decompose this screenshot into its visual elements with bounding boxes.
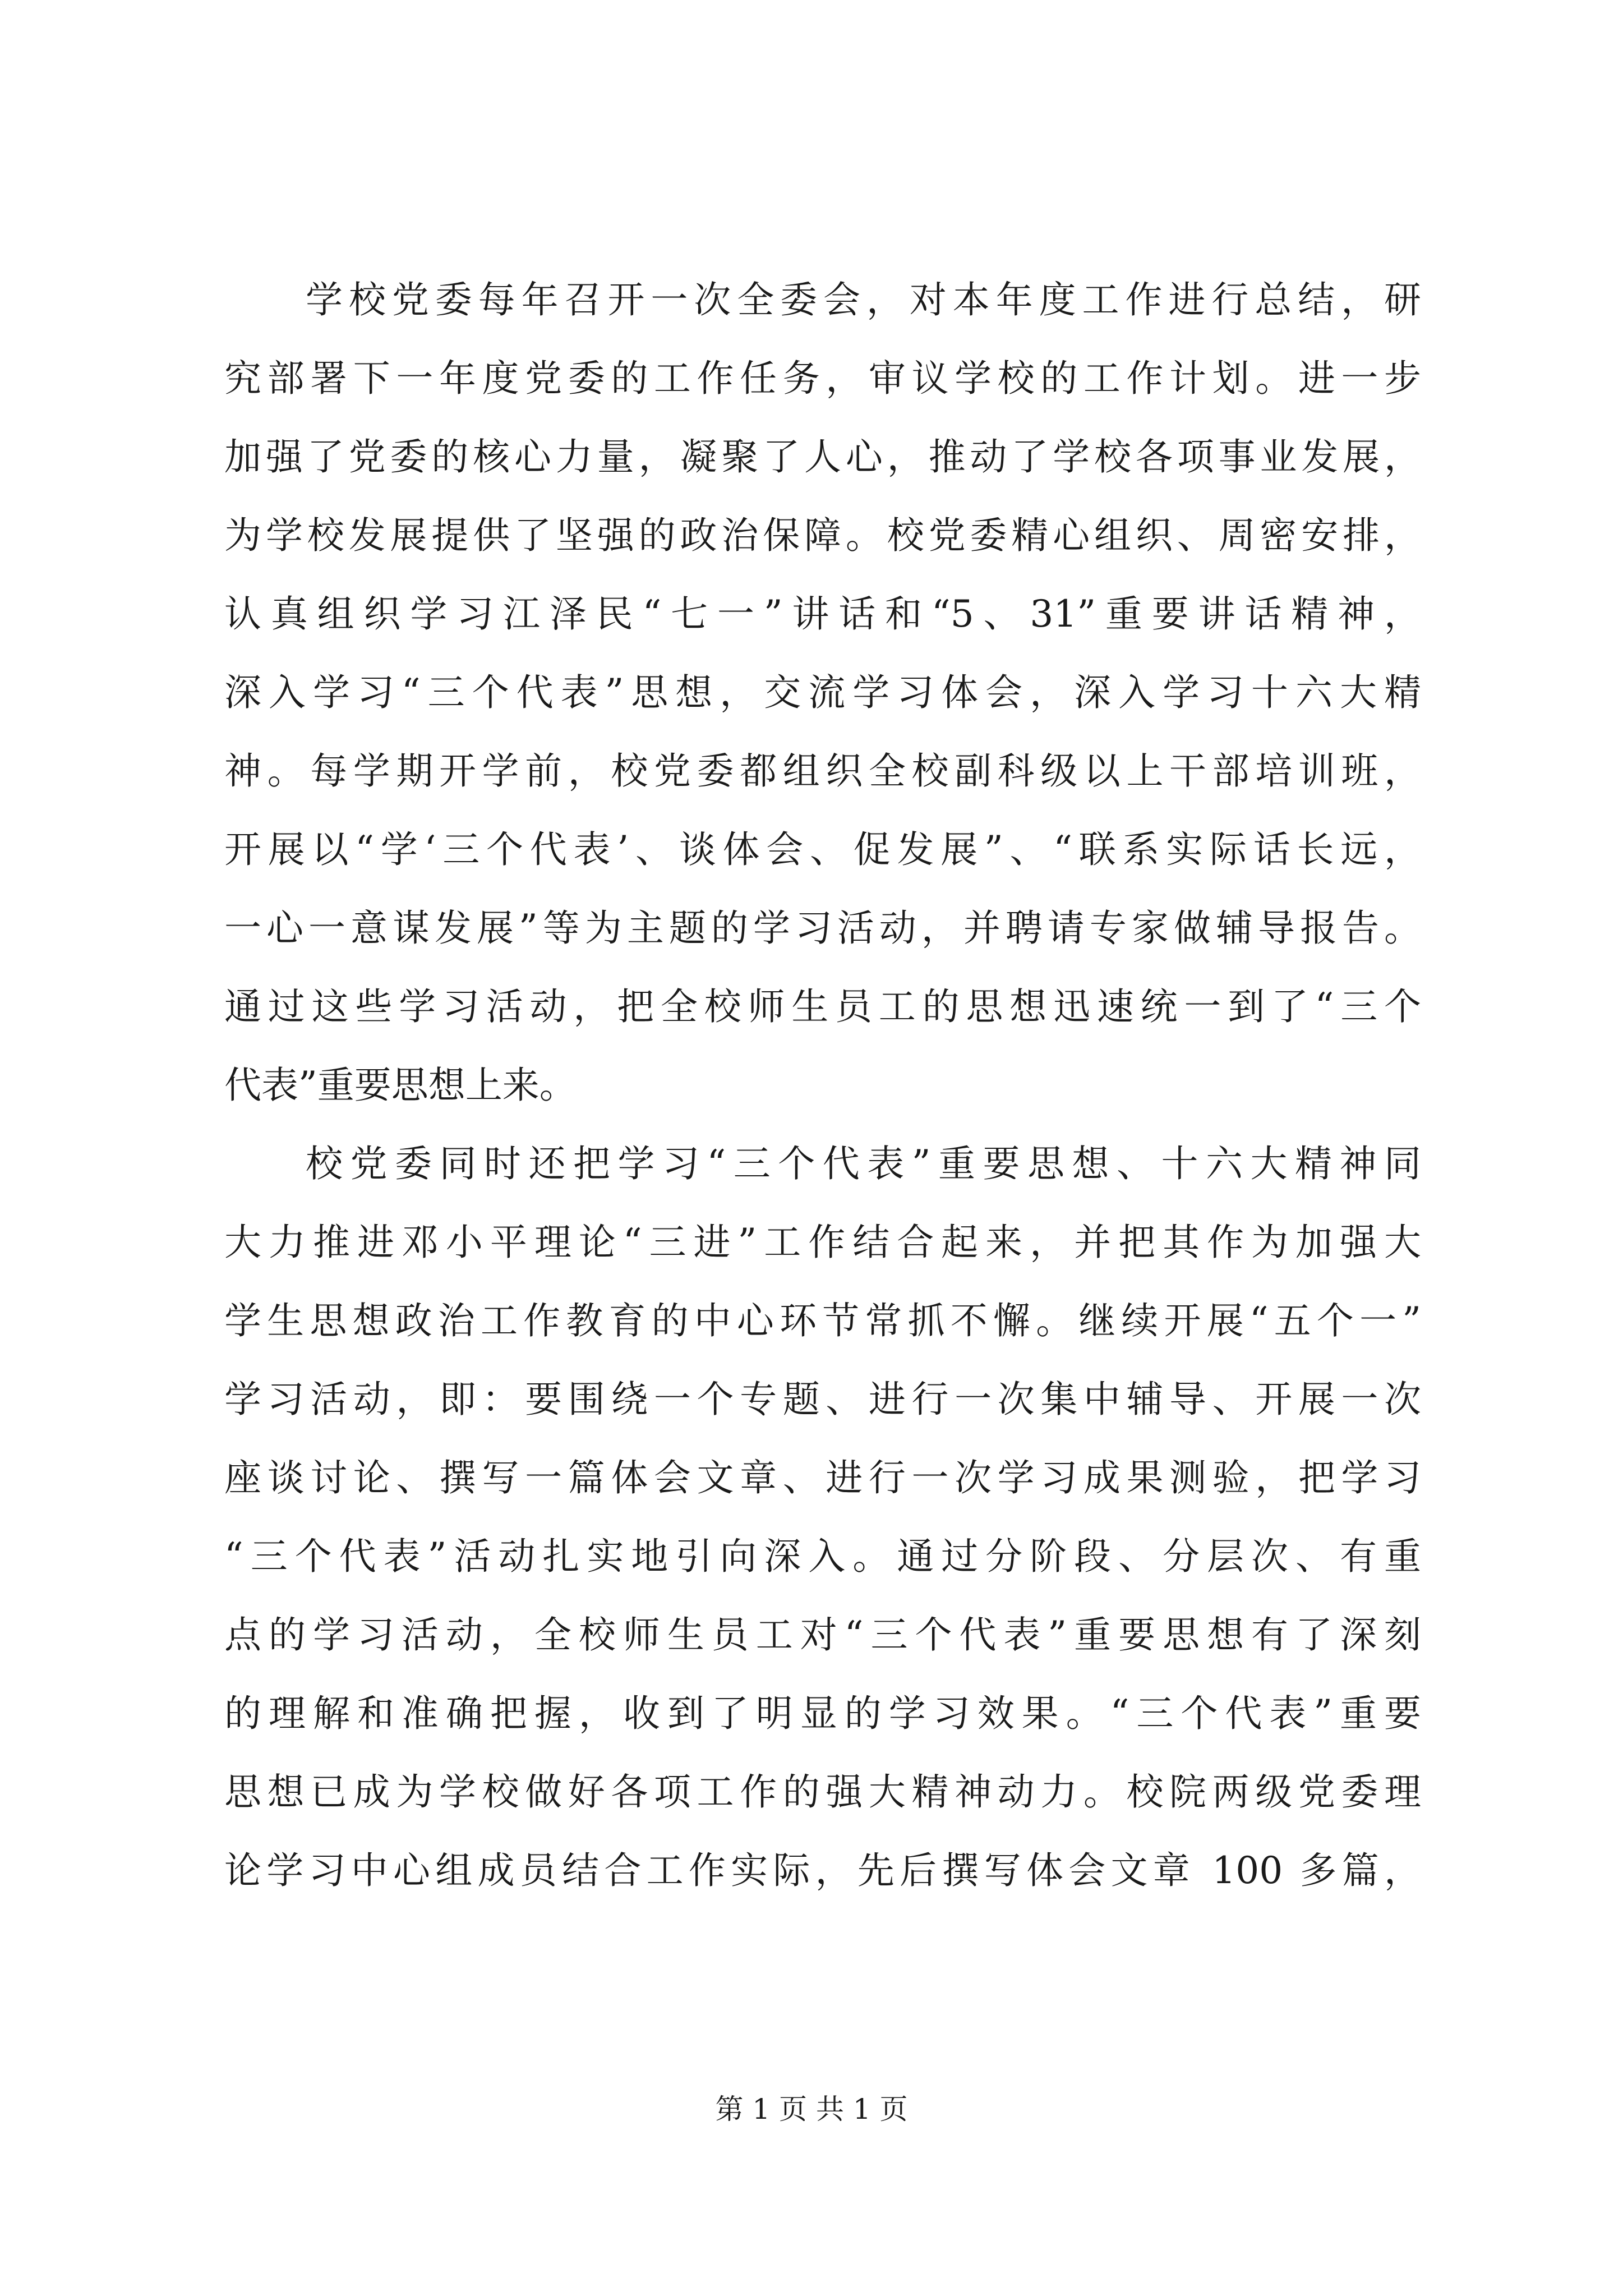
paragraph-line: 代表”重要思想上来。: [224, 1064, 577, 1107]
paragraph-line: 的理解和准确把握，收到了明显的学习效果。“三个代表”重要: [224, 1692, 1421, 1735]
paragraph-line: 加强了党委的核心力量，凝聚了人心，推动了学校各项事业发展，: [224, 435, 1421, 478]
paragraph-1: [224, 261, 1421, 1125]
body-text: [224, 261, 1421, 1910]
paragraph-line: 通过这些学习活动，把全校师生员工的思想迅速统一到了“三个: [224, 985, 1421, 1028]
paragraph-line: 深入学习“三个代表”思想，交流学习体会，深入学习十六大精: [224, 671, 1421, 714]
paragraph-line: 学生思想政治工作教育的中心环节常抓不懈。继续开展“五个一”: [224, 1299, 1421, 1342]
paragraph-line: 大力推进邓小平理论“三进”工作结合起来，并把其作为加强大: [224, 1221, 1421, 1264]
paragraph-line: 开展以“学‘三个代表’、谈体会、促发展”、“联系实际话长远，: [224, 828, 1421, 871]
paragraph-line: 究部署下一年度党委的工作任务，审议学校的工作计划。进一步: [224, 357, 1421, 400]
paragraph-line: 论学习中心组成员结合工作实际，先后撰写体会文章 100 多篇，: [224, 1849, 1421, 1892]
page-number-label: 第 1 页 共 1 页: [715, 2093, 908, 2125]
paragraph-2: [224, 1125, 1421, 1910]
page-footer: [0, 2087, 1623, 2127]
paragraph-line: 点的学习活动，全校师生员工对“三个代表”重要思想有了深刻: [224, 1613, 1421, 1657]
paragraph-line: 校党委同时还把学习“三个代表”重要思想、十六大精神同: [306, 1142, 1421, 1185]
paragraph-line: “三个代表”活动扎实地引向深入。通过分阶段、分层次、有重: [224, 1535, 1421, 1578]
paragraph-line: 认真组织学习江泽民“七一”讲话和“5、31”重要讲话精神，: [224, 592, 1421, 636]
paragraph-line: 学习活动，即：要围绕一个专题、进行一次集中辅导、开展一次: [224, 1378, 1421, 1421]
paragraph-line: 一心一意谋发展”等为主题的学习活动，并聘请专家做辅导报告。: [224, 907, 1421, 950]
paragraph-line: 座谈讨论、撰写一篇体会文章、进行一次学习成果测验，把学习: [224, 1456, 1421, 1499]
paragraph-line: 神。每学期开学前，校党委都组织全校副科级以上干部培训班，: [224, 749, 1421, 793]
paragraph-line: 为学校发展提供了坚强的政治保障。校党委精心组织、周密安排，: [224, 514, 1421, 557]
paragraph-line: 思想已成为学校做好各项工作的强大精神动力。校院两级党委理: [224, 1770, 1421, 1814]
paragraph-line: 学校党委每年召开一次全委会，对本年度工作进行总结，研: [306, 278, 1421, 321]
